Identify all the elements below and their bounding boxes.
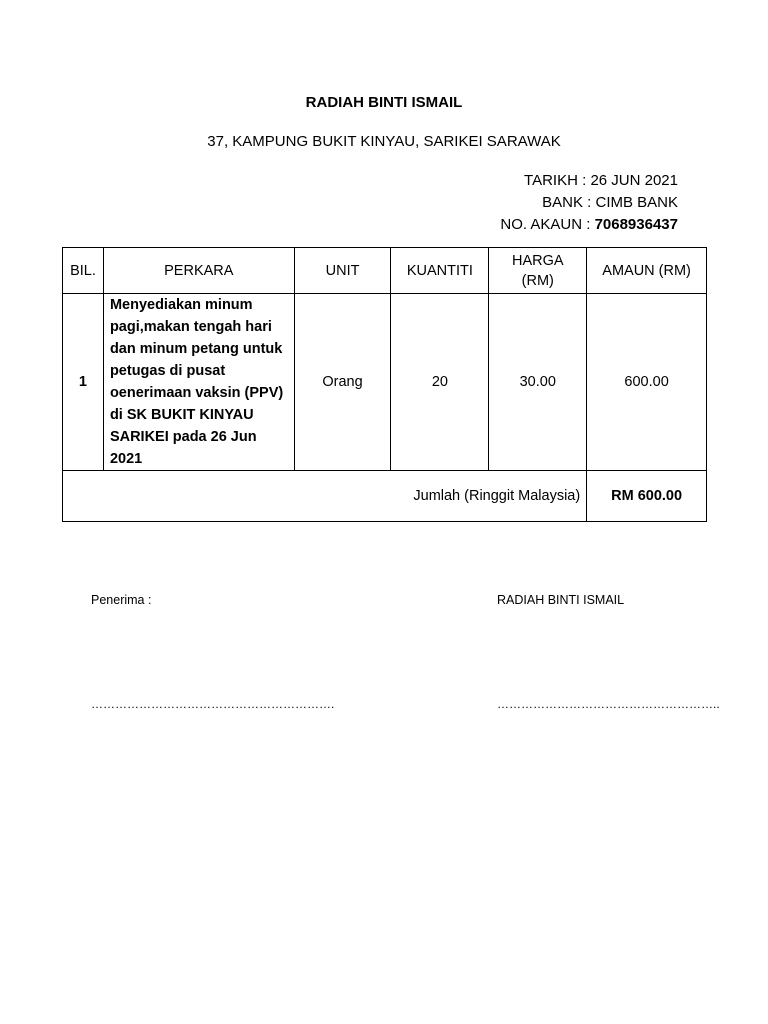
issuer-signature-line: ………………………………………………..	[497, 697, 720, 711]
header-bil: BIL.	[63, 248, 104, 294]
account-line	[500, 214, 678, 236]
receiver-signature-line: …………………………………………………….	[91, 697, 335, 711]
total-value: RM 600.00	[587, 471, 707, 522]
cell-harga: 30.00	[489, 294, 587, 471]
issuer-signature-name: RADIAH BINTI ISMAIL	[497, 593, 625, 607]
table-row	[63, 294, 707, 471]
date-line	[524, 170, 678, 192]
cell-bil: 1	[63, 294, 104, 471]
invoice-table	[62, 247, 707, 522]
header-amaun: AMAUN (RM)	[587, 248, 707, 294]
date-value: 26 JUN 2021	[590, 172, 678, 189]
account-value: 7068936437	[594, 216, 678, 233]
issuer-address: 37, KAMPUNG BUKIT KINYAU, SARIKEI SARAWAK	[207, 133, 561, 150]
bank-value: CIMB BANK	[595, 194, 678, 211]
table-header-row	[63, 248, 707, 294]
date-label: TARIKH :	[524, 172, 587, 189]
bank-line	[542, 192, 678, 214]
cell-amaun: 600.00	[587, 294, 707, 471]
issuer-name-heading: RADIAH BINTI ISMAIL	[305, 94, 463, 111]
account-label: NO. AKAUN :	[500, 216, 591, 233]
total-row	[63, 471, 707, 522]
header-kuantiti: KUANTITI	[391, 248, 489, 294]
cell-kuantiti: 20	[391, 294, 489, 471]
total-label: Jumlah (Ringgit Malaysia)	[63, 471, 587, 522]
header-harga-text: HARGA (RM)	[511, 252, 564, 289]
cell-perkara: Menyediakan minum pagi,makan tengah hari dan minum petang untuk petugas di pusat oenerimaan vaksin (PPV) di SK BUKIT KINYAU SARIKEI pada 26 Jun 2021	[103, 294, 294, 471]
header-unit: UNIT	[294, 248, 391, 294]
header-harga	[489, 248, 587, 294]
header-perkara: PERKARA	[103, 248, 294, 294]
receiver-label: Penerima :	[91, 593, 152, 607]
cell-unit: Orang	[294, 294, 391, 471]
bank-label: BANK :	[542, 194, 592, 211]
